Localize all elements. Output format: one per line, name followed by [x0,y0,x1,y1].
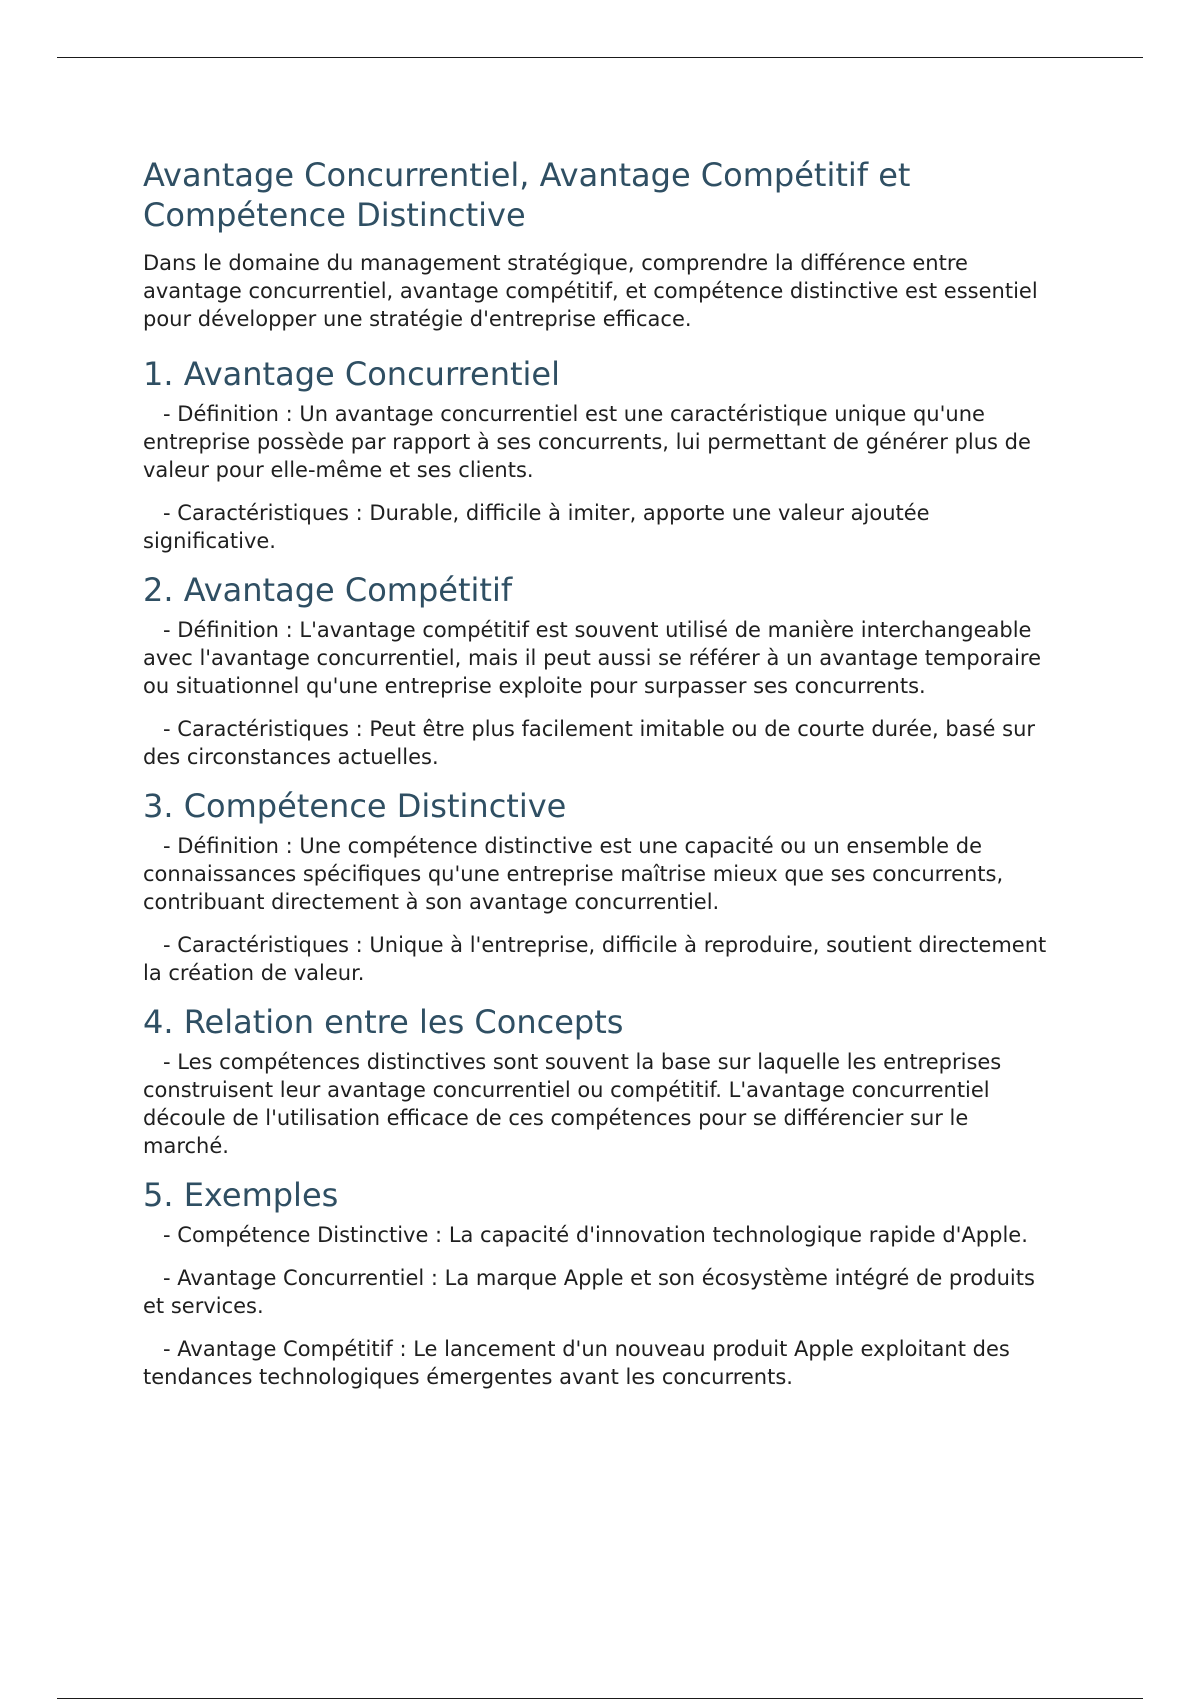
example-item: - Compétence Distinctive : La capacité d'innovation technologique rapide d'Apple. [143,1223,1028,1247]
section-heading: 5. Exemples [143,1176,339,1214]
relation-item: - Les compétences distinctives sont souvent la base sur laquelle les entreprises construisent leur avantage concurrentiel ou compétitif. L'avantage concurrentiel découle de l'utilisation efficace de ces compétences pour se différencier sur le marché. [143,1050,1002,1158]
section-relation-concepts [143,1002,1058,1160]
bottom-rule [57,1698,1143,1699]
characteristics-item: - Caractéristiques : Peut être plus facilement imitable ou de courte durée, basé sur des circonstances actuelles. [143,717,1036,769]
section-competence-distinctive [143,786,1058,987]
definition-item: - Définition : Un avantage concurrentiel est une caractéristique unique qu'une entreprise possède par rapport à ses concurrents, lui permettant de générer plus de valeur pour elle-même et ses clients. [143,402,1031,482]
definition-item: - Définition : L'avantage compétitif est souvent utilisé de manière interchangeable avec l'avantage concurrentiel, mais il peut aussi se référer à un avantage temporaire ou situationnel qu'une entreprise exploite pour surpasser ses concurrents. [143,618,1042,698]
section-avantage-concurrentiel [143,354,1058,555]
section-heading: 4. Relation entre les Concepts [143,1003,624,1041]
top-rule [57,57,1143,58]
section-heading: 2. Avantage Compétitif [143,571,513,609]
section-avantage-competitif [143,570,1058,771]
definition-item: - Définition : Une compétence distinctive est une capacité ou un ensemble de connaissances spécifiques qu'une entreprise maîtrise mieux que ses concurrents, contribuant directement à son avantage concurrentiel. [143,834,1004,914]
document-title: Avantage Concurrentiel, Avantage Compétitif et Compétence Distinctive [143,156,911,234]
example-item: - Avantage Concurrentiel : La marque Apple et son écosystème intégré de produits et services. [143,1266,1035,1318]
example-item: - Avantage Compétitif : Le lancement d'un nouveau produit Apple exploitant des tendances technologiques émergentes avant les concurrents. [143,1337,1010,1389]
characteristics-item: - Caractéristiques : Unique à l'entreprise, difficile à reproduire, soutient directement la création de valeur. [143,933,1047,985]
document-body [143,155,1058,1406]
section-exemples [143,1175,1058,1391]
characteristics-item: - Caractéristiques : Durable, difficile à imiter, apporte une valeur ajoutée significative. [143,501,930,553]
section-heading: 3. Compétence Distinctive [143,787,567,825]
section-heading: 1. Avantage Concurrentiel [143,355,560,393]
intro-paragraph: Dans le domaine du management stratégique, comprendre la différence entre avantage concurrentiel, avantage compétitif, et compétence distinctive est essentiel pour développer une stratégie d'entreprise efficace. [143,251,1038,331]
